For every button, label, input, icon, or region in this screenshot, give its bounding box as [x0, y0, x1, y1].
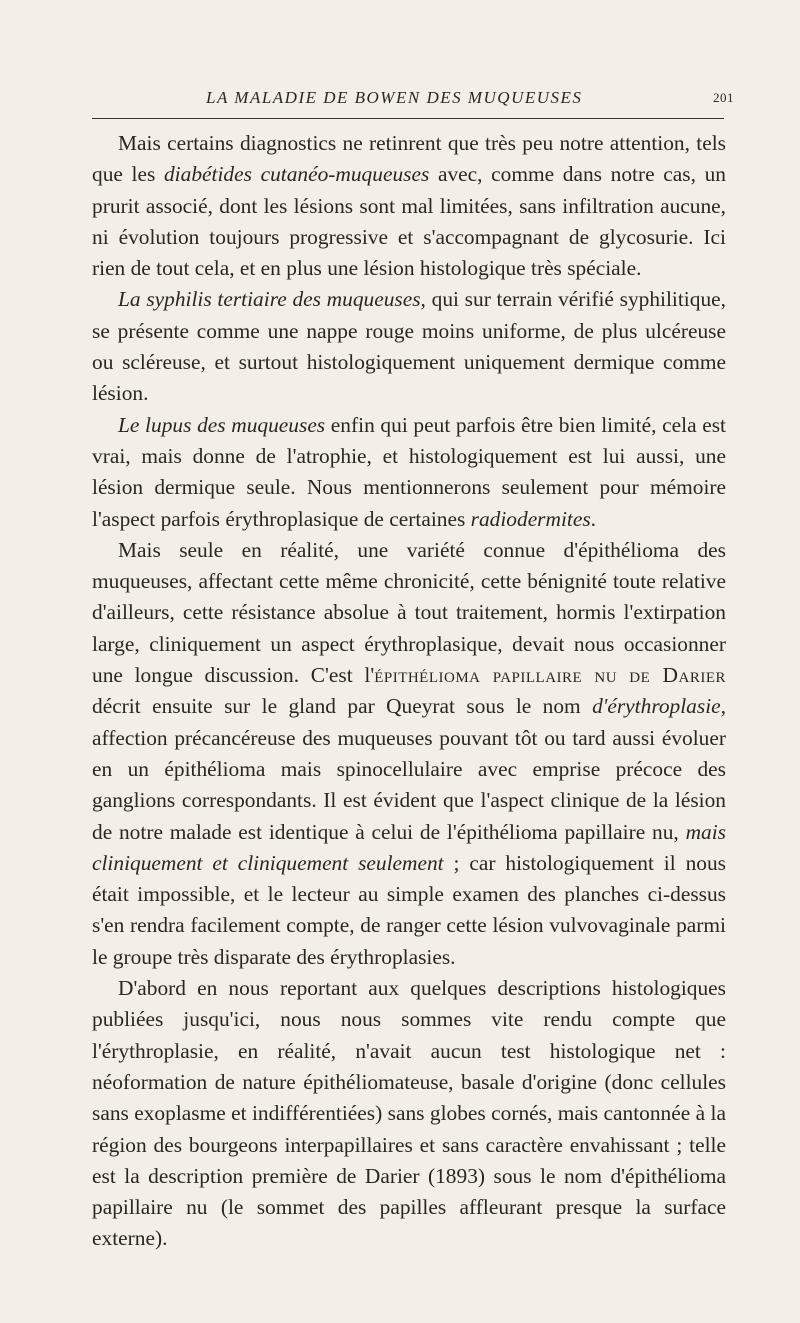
- running-title: LA MALADIE DE BOWEN DES MUQUEUSES: [206, 88, 583, 107]
- page-number: 201: [713, 90, 734, 105]
- italic-term: mais cliniquement et cliniquement seulement: [92, 819, 726, 875]
- text-run: enfin qui peut parfois être bien limité, cela est vrai, mais donne de l'atrophie, et histologiquement est lui aussi, une lésion dermique seule. Nous mentionnerons seulement pour mémoire l'aspect parfois érythroplasique de certaines: [92, 412, 726, 531]
- paragraph-syphilis: [92, 284, 726, 409]
- italic-term: diabétides cutanéo-muqueuses: [163, 162, 430, 187]
- text-run: Mais seule en réalité, une variété connue d'épithélioma des muqueuses, affectant cette même chronicité, cette bénignité toute relative d'ailleurs, cette résistance absolue à tout traitement, hormis l'extirpation large, cliniquement un aspect érythroplasique, devait nous occasionner une longue discussion. C'est l': [92, 537, 726, 688]
- text-run: , affection précancéreuse des muqueuses pouvant tôt ou tard aussi évoluer en un épithélioma mais spinocellulaire avec emprise précoce des ganglions correspondants. Il est évident que l'aspect clinique de la lésion de notre malade est identique à celui de l'épithélioma papillaire nu,: [92, 694, 726, 844]
- body-text: [92, 128, 726, 1255]
- italic-term: radiodermites: [470, 506, 591, 531]
- text-run: D'abord en nous reportant aux quelques descriptions histologiques publiées jusqu'ici, nous nous sommes vite rendu compte que l'érythroplasie, en réalité, n'avait aucun test histologique net : néoformation de nature épithéliomateuse, basale d'origine (donc cellules sans exoplasme et indifférentiées) sans globes cornés, mais cantonnée à la région des bourgeons interpapillaires et sans caractère envahissant ; telle est la description première de Darier (1893) sous le nom d'épithélioma papillaire nu (le sommet des papilles affleurant presque la surface externe).: [92, 976, 726, 1251]
- italic-term: Le lupus des muqueuses: [118, 412, 326, 437]
- paragraph-histology: [92, 973, 726, 1255]
- italic-term: d'érythroplasie: [592, 694, 721, 719]
- text-run: avec, comme dans notre cas, un prurit associé, dont les lésions sont mal limitées, sans infiltration aucune, ni évolution toujours progressive et s'accompagnant de glycosurie. Ici rien de tout cela, et en plus une lésion histologique très spéciale.: [92, 162, 726, 281]
- text-run: , qui sur terrain vérifié syphilitique, se présente comme une nappe rouge moins uniforme, de plus ulcéreuse ou scléreuse, et surtout histologiquement uniquement dermique comme lésion.: [92, 287, 726, 406]
- small-caps-term: épithélioma papillaire nu de Darier: [374, 663, 726, 688]
- header-rule: [92, 118, 724, 119]
- paragraph-diabetides: [92, 128, 726, 284]
- italic-term: La syphilis tertiaire des muqueuses: [118, 287, 421, 312]
- text-run: ; car histologiquement il nous était impossible, et le lecteur au simple examen des planches ci-dessus s'en rendra facilement compte, de ranger cette lésion vulvovaginale parmi le groupe très disparate des érythroplasies.: [92, 850, 726, 969]
- paragraph-epithelioma: [92, 535, 726, 973]
- text-run: Mais certains diagnostics ne retinrent que très peu notre attention, tels que les: [92, 131, 726, 187]
- text-run: .: [590, 506, 597, 531]
- text-run: décrit ensuite sur le gland par Queyrat sous le nom: [92, 694, 593, 719]
- paragraph-lupus: [92, 410, 726, 535]
- running-head: [92, 82, 738, 112]
